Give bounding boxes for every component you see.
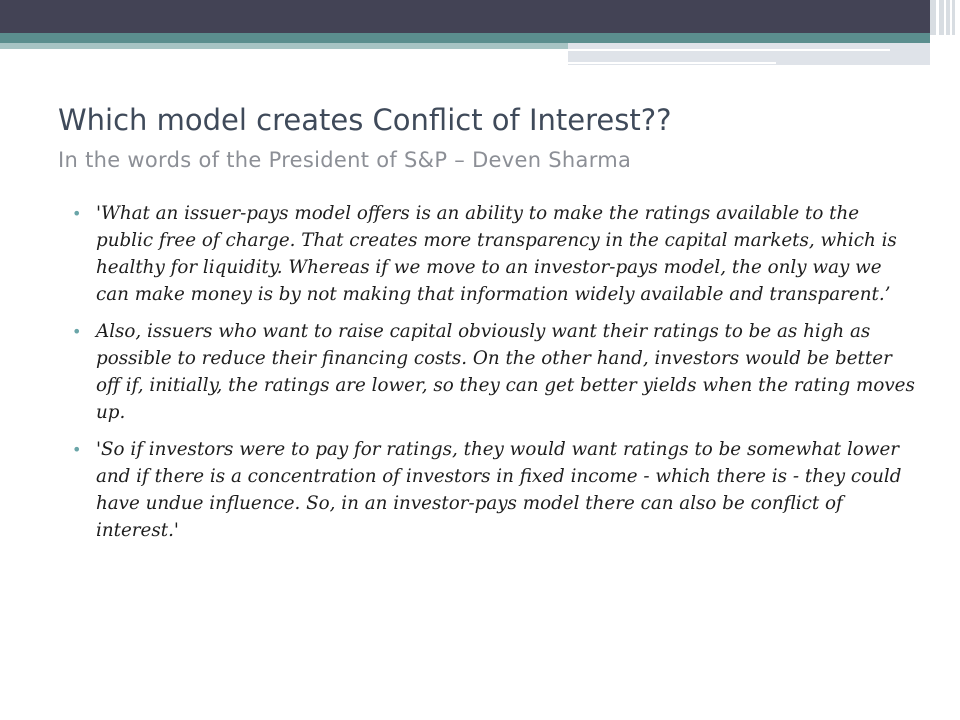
header-tab-line: [568, 49, 890, 51]
bullet-dot-icon: •: [72, 204, 82, 223]
header-vertical-bar: [939, 0, 944, 35]
header-accent-stripe: [0, 33, 930, 43]
bullet-item: [72, 200, 920, 308]
header-tab-line: [568, 62, 776, 64]
header-bar: [0, 0, 930, 33]
bullet-item: [72, 436, 920, 544]
bullet-list: [72, 200, 920, 554]
header-vertical-bar: [930, 0, 936, 35]
header-light-stripe: [0, 43, 568, 49]
bullet-dot-icon: •: [72, 322, 82, 341]
slide-subtitle: In the words of the President of S&P – Deven Sharma: [58, 148, 632, 172]
header-vertical-bar: [946, 0, 950, 35]
header-vertical-bar: [952, 0, 955, 35]
bullet-text: 'What an issuer-pays model offers is an ability to make the ratings available to the public free of charge. That creates more transparency in the capital markets, which is healthy for liquidity. Whereas if we move to an investor-pays model, the only way we can make money is by not making that information widely available and transparent.’: [96, 203, 897, 305]
bullet-text: 'So if investors were to pay for ratings, they would want ratings to be somewhat lower and if there is a concentration of investors in fixed income - which there is - they could have undue influence. So, in an investor-pays model there can also be conflict of interest.': [96, 439, 902, 541]
bullet-item: [72, 318, 920, 426]
bullet-dot-icon: •: [72, 440, 82, 459]
slide-title: Which model creates Conflict of Interest??: [58, 103, 672, 137]
bullet-text: Also, issuers who want to raise capital obviously want their ratings to be as high as possible to reduce their financing costs. On the other hand, investors would be better off if, initially, the ratings are lower, so they can get better yields when the rating moves up.: [96, 321, 915, 423]
